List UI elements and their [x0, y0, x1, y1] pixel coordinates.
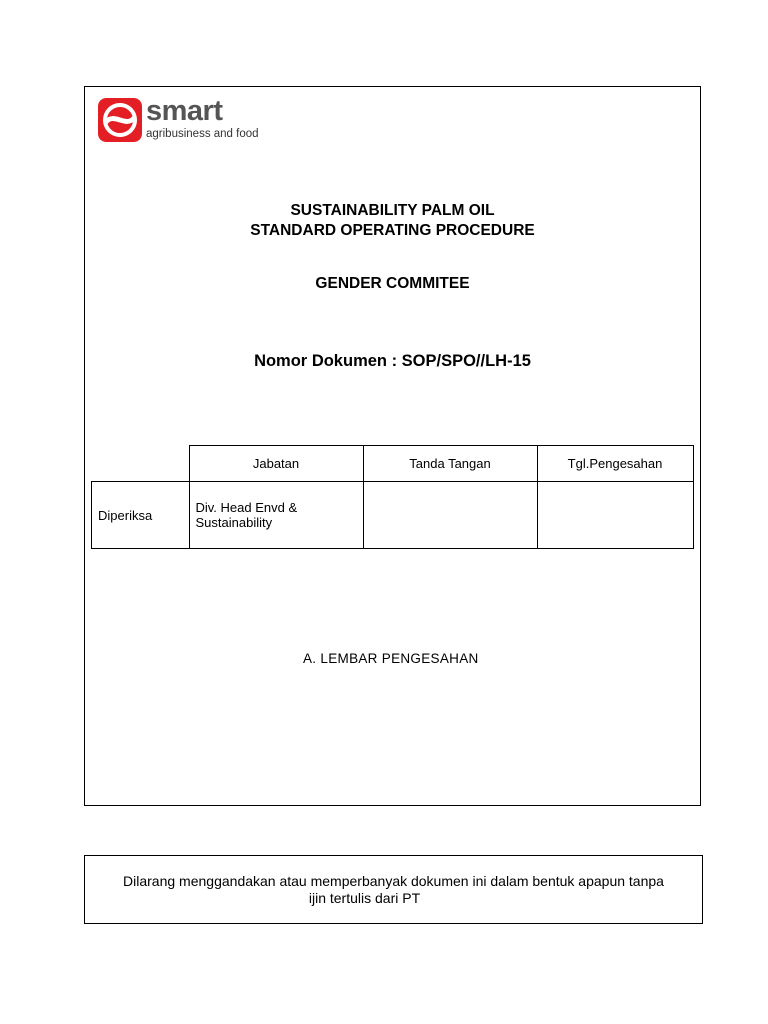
jabatan-cell: Div. Head Envd & Sustainability [189, 482, 363, 549]
header-blank-cell [92, 446, 190, 482]
logo-wordmark: smart [146, 95, 223, 127]
title-line-1: SUSTAINABILITY PALM OIL [290, 202, 495, 219]
date-cell [537, 482, 693, 549]
logo-tagline: agribusiness and food [146, 128, 259, 140]
row-label: Diperiksa [92, 482, 190, 549]
table-row [92, 482, 694, 549]
table-header-row [92, 446, 694, 482]
smart-logo-icon [98, 98, 142, 142]
column-header-tanda-tangan: Tanda Tangan [363, 446, 537, 482]
column-header-jabatan: Jabatan [189, 446, 363, 482]
footer-line-2: ijin tertulis dari PT [308, 890, 421, 906]
footer-line-1: Dilarang menggandakan atau memperbanyak dokumen ini dalam bentuk apapun tanpa [123, 873, 664, 889]
company-logo [98, 95, 278, 144]
document-subject: GENDER COMMITEE [315, 275, 470, 292]
section-title: A. LEMBAR PENGESAHAN [303, 651, 479, 666]
signature-cell [363, 482, 537, 549]
title-line-2: STANDARD OPERATING PROCEDURE [250, 222, 535, 239]
column-header-tgl-pengesahan: Tgl.Pengesahan [537, 446, 693, 482]
footer-notice [84, 855, 703, 924]
approval-table [91, 445, 694, 549]
document-number: Nomor Dokumen : SOP/SPO//LH-15 [254, 352, 531, 370]
